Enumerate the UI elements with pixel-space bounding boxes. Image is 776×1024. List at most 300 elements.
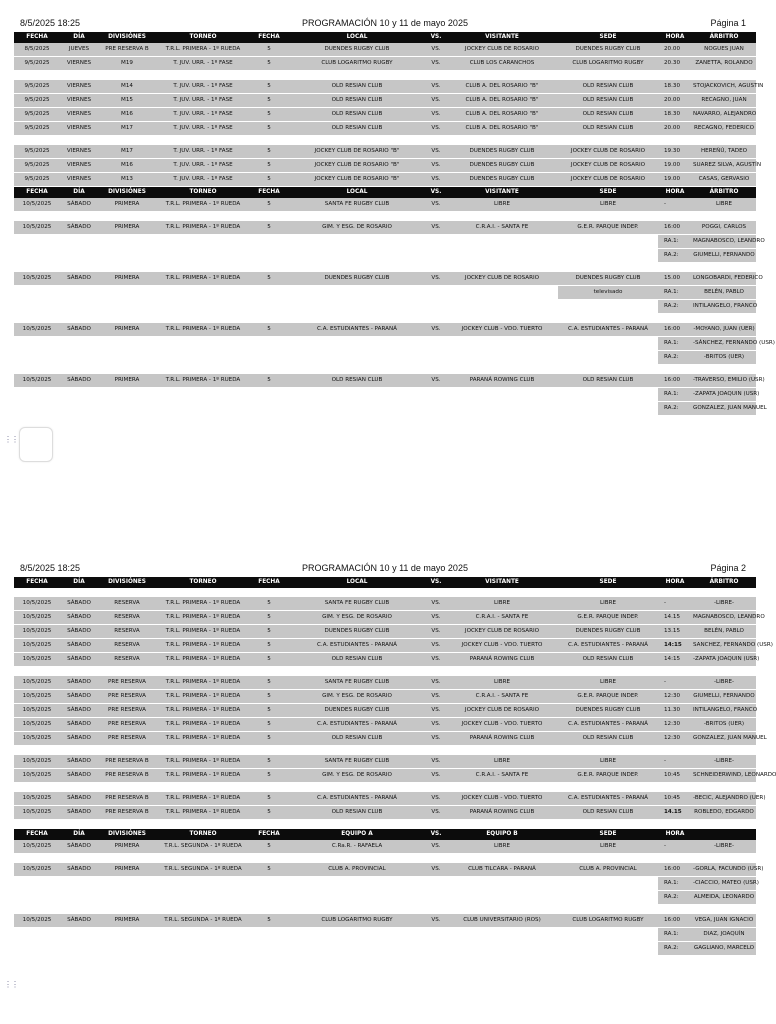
local-cell: DUENDES RUGBY CLUB	[288, 625, 426, 639]
sede-cell: LIBRE	[558, 597, 658, 611]
sede-cell: CLUB LOGARITMO RUGBY	[558, 914, 658, 928]
empty-cell	[558, 235, 658, 249]
local-cell: OLD RESIAN CLUB	[288, 806, 426, 820]
hora-cell: 16:00	[658, 221, 692, 235]
sede-cell: CLUB LOGARITMO RUGBY	[558, 57, 658, 71]
vs-cell: VS.	[426, 122, 446, 136]
division-cell: RESERVA	[98, 611, 156, 625]
dia-cell: SÁBADO	[60, 863, 98, 877]
match-row	[14, 57, 756, 71]
fecha-cell: 10/5/2025	[14, 676, 60, 690]
torneo-cell: T. JUV. URR. - 1º FASE	[156, 108, 250, 122]
fecha-cell: 10/5/2025	[14, 840, 60, 854]
vs-cell: VS.	[426, 323, 446, 337]
assistant-referee-row	[14, 891, 756, 905]
hora-cell: 19.00	[658, 173, 692, 187]
empty-cell	[446, 300, 558, 314]
spacer-row	[14, 136, 756, 146]
visitante-cell: LIBRE	[446, 676, 558, 690]
torneo-cell: T. JUV. URR. - 1º FASE	[156, 94, 250, 108]
assistant-referee-label: RA.2:	[658, 402, 692, 416]
division-cell: PRE RESERVA B	[98, 43, 156, 57]
column-header: VS.	[426, 187, 446, 199]
visitante-cell: C.R.A.I. - SANTA FE	[446, 221, 558, 235]
empty-cell	[14, 877, 60, 891]
assistant-referee-row	[14, 300, 756, 314]
empty-cell	[446, 337, 558, 351]
local-cell: SANTA FE RUGBY CLUB	[288, 755, 426, 769]
sede-cell: LIBRE	[558, 840, 658, 854]
jornada-cell: 5	[250, 122, 288, 136]
blank-page-thumbnail[interactable]	[19, 427, 53, 462]
empty-cell	[288, 891, 426, 905]
empty-cell	[156, 286, 250, 300]
spacer-cell	[14, 820, 756, 830]
local-cell: JOCKEY CLUB DE ROSARIO "B"	[288, 159, 426, 173]
empty-cell	[250, 891, 288, 905]
match-row	[14, 611, 756, 625]
assistant-referee-row	[14, 249, 756, 263]
visitante-cell: JOCKEY CLUB DE ROSARIO	[446, 272, 558, 286]
sede-note: televisado	[558, 286, 658, 300]
drag-handle-icon[interactable]: ⋮⋮	[4, 435, 18, 444]
division-cell: M17	[98, 145, 156, 159]
match-row	[14, 597, 756, 611]
arbitro-cell: GONZALEZ, JUAN MANUEL	[692, 402, 756, 416]
jornada-cell: 5	[250, 94, 288, 108]
spacer-cell	[14, 588, 756, 597]
empty-cell	[446, 235, 558, 249]
spacer-cell	[14, 667, 756, 677]
torneo-cell: T. JUV. URR. - 1º FASE	[156, 173, 250, 187]
schedule-page-1	[14, 18, 775, 416]
visitante-cell: JOCKEY CLUB DE ROSARIO	[446, 704, 558, 718]
assistant-referee-row	[14, 928, 756, 942]
empty-cell	[446, 928, 558, 942]
division-cell: PRIMERA	[98, 323, 156, 337]
arbitro-cell: GONZALEZ, JUAN MANUEL	[692, 732, 756, 746]
empty-cell	[250, 351, 288, 365]
match-row	[14, 732, 756, 746]
arbitro-cell: SUAREZ SILVA, AGUSTÍN	[692, 159, 756, 173]
assistant-referee-label: RA.1:	[658, 235, 692, 249]
jornada-cell: 5	[250, 145, 288, 159]
fecha-cell: 10/5/2025	[14, 690, 60, 704]
hora-cell: 18.30	[658, 80, 692, 94]
division-cell: PRIMERA	[98, 914, 156, 928]
empty-cell	[558, 928, 658, 942]
fecha-cell: 10/5/2025	[14, 611, 60, 625]
empty-cell	[156, 249, 250, 263]
jornada-cell: 5	[250, 611, 288, 625]
torneo-cell: T. JUV. URR. - 1º FASE	[156, 145, 250, 159]
visitante-cell: LIBRE	[446, 198, 558, 212]
dia-cell: SÁBADO	[60, 676, 98, 690]
local-cell: CLUB LOGARITMO RUGBY	[288, 57, 426, 71]
spacer-row	[14, 854, 756, 864]
arbitro-cell: SCHNEIDERWIND, LEONARDO	[692, 769, 756, 783]
arbitro-cell: INTILANGELO, FRANCO	[692, 300, 756, 314]
visitante-cell: DUENDES RUGBY CLUB	[446, 173, 558, 187]
dia-cell: VIERNES	[60, 173, 98, 187]
empty-cell	[14, 286, 60, 300]
sede-cell: C.A. ESTUDIANTES - PARANÁ	[558, 792, 658, 806]
local-cell: OLD RESIAN CLUB	[288, 80, 426, 94]
match-row	[14, 840, 756, 854]
sede-cell: JOCKEY CLUB DE ROSARIO	[558, 173, 658, 187]
spacer-row	[14, 905, 756, 915]
sede-cell: OLD RESIAN CLUB	[558, 653, 658, 667]
jornada-cell: 5	[250, 732, 288, 746]
division-cell: RESERVA	[98, 639, 156, 653]
hora-cell: 19.30	[658, 145, 692, 159]
column-header: TORNEO	[156, 577, 250, 588]
empty-cell	[426, 351, 446, 365]
vs-cell: VS.	[426, 690, 446, 704]
empty-cell	[446, 351, 558, 365]
vs-cell: VS.	[426, 272, 446, 286]
jornada-cell: 5	[250, 159, 288, 173]
division-cell: M15	[98, 94, 156, 108]
drag-handle-icon[interactable]: ⋮⋮	[4, 980, 18, 989]
visitante-cell: PARANÁ ROWING CLUB	[446, 732, 558, 746]
empty-cell	[98, 351, 156, 365]
vs-cell: VS.	[426, 653, 446, 667]
torneo-cell: T.R.L. SEGUNDA - 1º RUEDA	[156, 914, 250, 928]
assistant-referee-label: RA.1:	[658, 388, 692, 402]
arbitro-cell: GAGLIANO, MARCELO	[692, 942, 756, 956]
dia-cell: SÁBADO	[60, 198, 98, 212]
match-row	[14, 374, 756, 388]
empty-cell	[60, 942, 98, 956]
fecha-cell: 10/5/2025	[14, 221, 60, 235]
empty-cell	[60, 402, 98, 416]
vs-cell: VS.	[426, 43, 446, 57]
sede-cell: C.A. ESTUDIANTES - PARANÁ	[558, 323, 658, 337]
column-header: VISITANTE	[446, 32, 558, 43]
column-header: SEDE	[558, 829, 658, 840]
arbitro-cell: -TRAVERSO, EMILIO (USR)	[692, 374, 756, 388]
local-cell: GIM. Y ESG. DE ROSARIO	[288, 769, 426, 783]
spacer-cell	[14, 263, 756, 273]
arbitro-cell: -ZAPATA JOAQUIN (USR)	[692, 653, 756, 667]
column-header: TORNEO	[156, 32, 250, 43]
fecha-cell: 10/5/2025	[14, 323, 60, 337]
empty-cell	[98, 300, 156, 314]
schedule-table	[14, 32, 775, 416]
fecha-cell: 9/5/2025	[14, 159, 60, 173]
arbitro-cell: SANCHEZ, FERNANDO (USR)	[692, 639, 756, 653]
hora-cell: 16:00	[658, 374, 692, 388]
empty-cell	[250, 402, 288, 416]
column-header: FECHA	[14, 829, 60, 840]
empty-cell	[156, 235, 250, 249]
vs-cell: VS.	[426, 639, 446, 653]
local-cell: DUENDES RUGBY CLUB	[288, 43, 426, 57]
column-header: EQUIPO A	[288, 829, 426, 840]
local-cell: OLD RESIAN CLUB	[288, 94, 426, 108]
sede-cell: OLD RESIAN CLUB	[558, 108, 658, 122]
visitante-cell: PARANÁ ROWING CLUB	[446, 806, 558, 820]
local-cell: CLUB A. PROVINCIAL	[288, 863, 426, 877]
empty-cell	[98, 402, 156, 416]
empty-cell	[288, 351, 426, 365]
assistant-referee-row	[14, 877, 756, 891]
spacer-cell	[14, 136, 756, 146]
division-cell: PRIMERA	[98, 221, 156, 235]
sede-cell: G.E.R. PARQUE INDEP.	[558, 769, 658, 783]
assistant-referee-label: RA.1:	[658, 286, 692, 300]
sede-cell: JOCKEY CLUB DE ROSARIO	[558, 159, 658, 173]
empty-cell	[60, 249, 98, 263]
fecha-cell: 10/5/2025	[14, 863, 60, 877]
arbitro-cell: RECAGNO, JUAN	[692, 94, 756, 108]
column-header: LOCAL	[288, 187, 426, 199]
dia-cell: JUEVES	[60, 43, 98, 57]
empty-cell	[250, 235, 288, 249]
dia-cell: SÁBADO	[60, 755, 98, 769]
empty-cell	[98, 337, 156, 351]
hora-cell: 13.15	[658, 625, 692, 639]
empty-cell	[60, 877, 98, 891]
dia-cell: SÁBADO	[60, 732, 98, 746]
page-number: Página 2	[710, 563, 746, 573]
dia-cell: SÁBADO	[60, 625, 98, 639]
column-header: FECHA	[250, 577, 288, 588]
vs-cell: VS.	[426, 198, 446, 212]
column-header: VS.	[426, 829, 446, 840]
torneo-cell: T.R.L. PRIMERA - 1º RUEDA	[156, 639, 250, 653]
empty-cell	[288, 337, 426, 351]
arbitro-cell: HEREÑÚ, TADEO	[692, 145, 756, 159]
empty-cell	[558, 337, 658, 351]
empty-cell	[426, 891, 446, 905]
torneo-cell: T.R.L. PRIMERA - 1º RUEDA	[156, 323, 250, 337]
empty-cell	[446, 249, 558, 263]
visitante-cell: JOCKEY CLUB - VDO. TUERTO	[446, 639, 558, 653]
dia-cell: VIERNES	[60, 159, 98, 173]
visitante-cell: JOCKEY CLUB - VDO. TUERTO	[446, 718, 558, 732]
fecha-cell: 10/5/2025	[14, 639, 60, 653]
arbitro-cell: CASAS, GERVASIO	[692, 173, 756, 187]
assistant-referee-row	[14, 942, 756, 956]
empty-cell	[98, 249, 156, 263]
sede-cell: OLD RESIAN CLUB	[558, 732, 658, 746]
column-header: DÍA	[60, 829, 98, 840]
spacer-cell	[14, 746, 756, 756]
column-header: TORNEO	[156, 829, 250, 840]
match-row	[14, 704, 756, 718]
empty-cell	[426, 402, 446, 416]
fecha-cell: 8/5/2025	[14, 43, 60, 57]
column-header: VISITANTE	[446, 577, 558, 588]
local-cell: JOCKEY CLUB DE ROSARIO "B"	[288, 145, 426, 159]
jornada-cell: 5	[250, 840, 288, 854]
empty-cell	[250, 300, 288, 314]
match-row	[14, 173, 756, 187]
vs-cell: VS.	[426, 374, 446, 388]
local-cell: C.A. ESTUDIANTES - PARANÁ	[288, 639, 426, 653]
jornada-cell: 5	[250, 704, 288, 718]
fecha-cell: 9/5/2025	[14, 173, 60, 187]
hora-cell: 12:30	[658, 732, 692, 746]
visitante-cell: CLUB A. DEL ROSARIO "B"	[446, 94, 558, 108]
column-header: DIVISIÓNES	[98, 577, 156, 588]
column-header: VS.	[426, 577, 446, 588]
arbitro-cell: MAGNABOSCO, LEANDRO	[692, 611, 756, 625]
dia-cell: SÁBADO	[60, 323, 98, 337]
spacer-row	[14, 820, 756, 830]
local-cell: GIM. Y ESG. DE ROSARIO	[288, 221, 426, 235]
jornada-cell: 5	[250, 653, 288, 667]
local-cell: GIM. Y ESG. DE ROSARIO	[288, 690, 426, 704]
jornada-cell: 5	[250, 597, 288, 611]
fecha-cell: 10/5/2025	[14, 792, 60, 806]
empty-cell	[60, 300, 98, 314]
column-header: SEDE	[558, 577, 658, 588]
match-row	[14, 221, 756, 235]
match-row	[14, 914, 756, 928]
empty-cell	[156, 402, 250, 416]
torneo-cell: T.R.L. PRIMERA - 1º RUEDA	[156, 704, 250, 718]
sede-cell: C.A. ESTUDIANTES - PARANÁ	[558, 718, 658, 732]
visitante-cell: JOCKEY CLUB DE ROSARIO	[446, 625, 558, 639]
column-header: FECHA	[14, 32, 60, 43]
vs-cell: VS.	[426, 80, 446, 94]
sede-cell: OLD RESIAN CLUB	[558, 80, 658, 94]
match-row	[14, 718, 756, 732]
dia-cell: SÁBADO	[60, 653, 98, 667]
empty-cell	[558, 402, 658, 416]
torneo-cell: T. JUV. URR. - 1º FASE	[156, 122, 250, 136]
arbitro-cell: POGGI, CARLOS	[692, 221, 756, 235]
torneo-cell: T.R.L. PRIMERA - 1º RUEDA	[156, 611, 250, 625]
hora-cell: 14:15	[658, 653, 692, 667]
arbitro-cell: LONGOBARDI, FEDERICO	[692, 272, 756, 286]
division-cell: PRE RESERVA	[98, 690, 156, 704]
visitante-cell: CLUB TILCARA - PARANÁ	[446, 863, 558, 877]
empty-cell	[558, 300, 658, 314]
hora-cell: 16:00	[658, 914, 692, 928]
print-timestamp: 8/5/2025 18:25	[20, 563, 81, 573]
arbitro-cell: GIUMELLI, FERNANDO	[692, 249, 756, 263]
division-cell: PRE RESERVA	[98, 676, 156, 690]
division-cell: M14	[98, 80, 156, 94]
jornada-cell: 5	[250, 863, 288, 877]
jornada-cell: 5	[250, 108, 288, 122]
page-title: PROGRAMACIÓN 10 y 11 de mayo 2025	[302, 18, 468, 28]
spacer-row	[14, 588, 756, 597]
dia-cell: VIERNES	[60, 145, 98, 159]
spacer-cell	[14, 783, 756, 793]
jornada-cell: 5	[250, 43, 288, 57]
jornada-cell: 5	[250, 718, 288, 732]
spacer-row	[14, 746, 756, 756]
spacer-row	[14, 314, 756, 324]
spacer-row	[14, 783, 756, 793]
hora-cell: 16:00	[658, 323, 692, 337]
arbitro-cell: ZANETTA, ROLANDO	[692, 57, 756, 71]
dia-cell: SÁBADO	[60, 272, 98, 286]
division-cell: M17	[98, 122, 156, 136]
division-cell: PRE RESERVA B	[98, 792, 156, 806]
column-header: DIVISIÓNES	[98, 32, 156, 43]
column-header: HORA	[658, 577, 692, 588]
empty-cell	[446, 891, 558, 905]
sede-cell: OLD RESIAN CLUB	[558, 94, 658, 108]
vs-cell: VS.	[426, 755, 446, 769]
empty-cell	[14, 235, 60, 249]
visitante-cell: PARANÁ ROWING CLUB	[446, 374, 558, 388]
assistant-referee-label: RA.2:	[658, 249, 692, 263]
dia-cell: VIERNES	[60, 57, 98, 71]
jornada-cell: 5	[250, 914, 288, 928]
division-cell: PRIMERA	[98, 840, 156, 854]
vs-cell: VS.	[426, 145, 446, 159]
arbitro-cell: -SÁNCHEZ, FERNANDO (USR)	[692, 337, 756, 351]
column-header: SEDE	[558, 187, 658, 199]
empty-cell	[156, 300, 250, 314]
visitante-cell: LIBRE	[446, 840, 558, 854]
torneo-cell: T. JUV. URR. - 1º FASE	[156, 159, 250, 173]
match-row	[14, 198, 756, 212]
empty-cell	[288, 300, 426, 314]
column-header: ÁRBITRO	[692, 577, 756, 588]
arbitro-cell: ALMEIDA, LEONARDO	[692, 891, 756, 905]
match-row	[14, 43, 756, 57]
sede-cell: LIBRE	[558, 198, 658, 212]
torneo-cell: T.R.L. PRIMERA - 1º RUEDA	[156, 676, 250, 690]
sede-cell: CLUB A. PROVINCIAL	[558, 863, 658, 877]
jornada-cell: 5	[250, 769, 288, 783]
arbitro-cell: INTILANGELO, FRANCO	[692, 704, 756, 718]
arbitro-cell: -ZAPATA JOAQUIN (USR)	[692, 388, 756, 402]
vs-cell: VS.	[426, 704, 446, 718]
division-cell: M16	[98, 159, 156, 173]
hora-cell: 14:15	[658, 639, 692, 653]
fecha-cell: 10/5/2025	[14, 755, 60, 769]
torneo-cell: T.R.L. SEGUNDA - 1º RUEDA	[156, 863, 250, 877]
division-cell: M16	[98, 108, 156, 122]
vs-cell: VS.	[426, 792, 446, 806]
match-row	[14, 806, 756, 820]
jornada-cell: 5	[250, 57, 288, 71]
hora-cell: 10:45	[658, 792, 692, 806]
empty-cell	[426, 249, 446, 263]
arbitro-cell: BELÉN, PABLO	[692, 286, 756, 300]
fecha-cell: 10/5/2025	[14, 272, 60, 286]
arbitro-cell: MAGNABOSCO, LEANDRO	[692, 235, 756, 249]
arbitro-cell: STOJACKOVICH, AGUSTIN	[692, 80, 756, 94]
division-cell: PRE RESERVA B	[98, 769, 156, 783]
dia-cell: SÁBADO	[60, 639, 98, 653]
column-header	[692, 829, 756, 840]
empty-cell	[14, 300, 60, 314]
dia-cell: SÁBADO	[60, 597, 98, 611]
empty-cell	[250, 942, 288, 956]
column-header: FECHA	[250, 187, 288, 199]
sede-cell: OLD RESIAN CLUB	[558, 122, 658, 136]
arbitro-cell: -LIBRE-	[692, 755, 756, 769]
arbitro-cell: LIBRE	[692, 198, 756, 212]
sede-cell: OLD RESIAN CLUB	[558, 374, 658, 388]
hora-cell: 10:45	[658, 769, 692, 783]
empty-cell	[426, 337, 446, 351]
sede-cell: DUENDES RUGBY CLUB	[558, 43, 658, 57]
vs-cell: VS.	[426, 221, 446, 235]
vs-cell: VS.	[426, 173, 446, 187]
torneo-cell: T.R.L. PRIMERA - 1º RUEDA	[156, 221, 250, 235]
